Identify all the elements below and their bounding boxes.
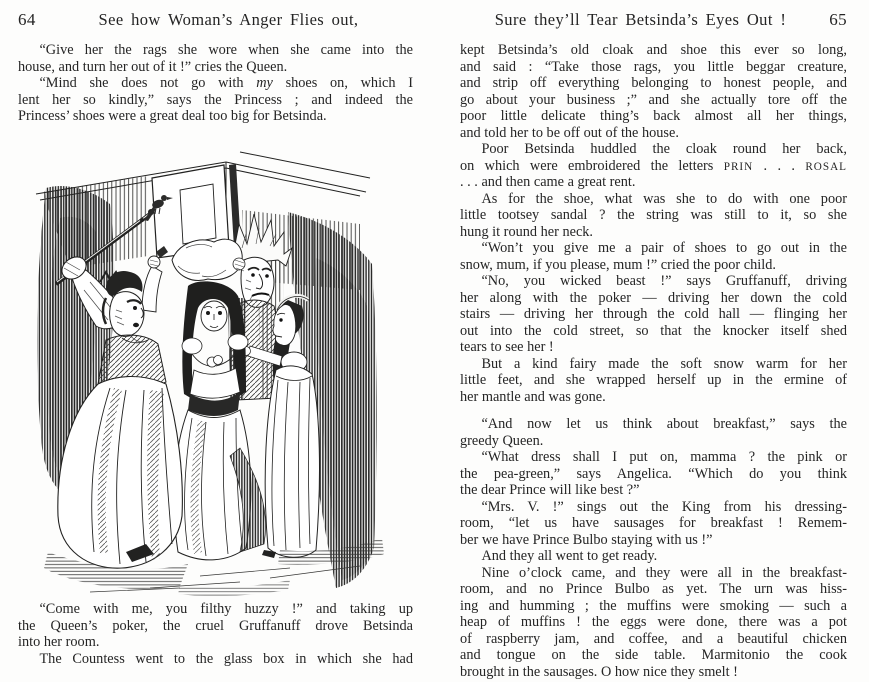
text-line: and said : “Take those rags, you little beggar creature,	[460, 58, 847, 75]
right-page-number: 65	[829, 10, 847, 29]
text-line: little tootsey sandal ? the string was still to it, so she	[460, 207, 847, 223]
paragraph	[18, 75, 413, 125]
text-line: house, and turn her out of it !” cries the Queen.	[18, 58, 288, 75]
right-column-text	[460, 42, 847, 680]
text-line: the pea-green,” says Angelica. “Which do you think	[460, 465, 847, 482]
text-line: And they all went to get ready.	[481, 548, 658, 564]
paragraph	[460, 240, 847, 273]
text-line: stairs — driving her through the cold hall — flinging her	[460, 306, 847, 322]
text-line: of raspberry jam, and coffee, and a beautiful chicken	[460, 630, 847, 647]
paragraph	[18, 601, 413, 651]
text-line: “Give her the rags she wore when she came into the	[39, 42, 413, 58]
paragraph	[460, 565, 847, 681]
paragraph	[460, 548, 847, 565]
paragraph	[18, 42, 413, 75]
text-line: greedy Queen.	[460, 432, 544, 449]
text-line: room, and no Prince Bulbo as yet. The urn was hiss-	[460, 581, 847, 597]
text-line: “No, you wicked beast !” says Gruffanuff, driving	[481, 273, 847, 289]
text-line: into her room.	[18, 634, 100, 650]
text-line: the dear Prince will like best ?”	[460, 482, 640, 498]
text-line: heap of muffins ! the eggs were done, there was a pot	[460, 614, 847, 630]
text-line: ber we have Prince Bulbo staying with us !”	[460, 531, 713, 548]
text-line: ing and humming ; the muffins were smoking — such a	[460, 597, 847, 614]
text-line: her mantle and was gone.	[460, 388, 606, 405]
text-line: Poor Betsinda huddled the cloak round her back,	[481, 141, 847, 157]
left-page-number: 64	[18, 10, 36, 29]
paragraph	[460, 499, 847, 549]
text-line: on which were embroidered the letters PRIN . . . ROSAL	[460, 157, 847, 174]
text-line: tears to see her !	[460, 339, 554, 355]
text-line: “What dress shall I put on, mamma ? the pink or	[481, 449, 847, 465]
text-line: . . . and then came a great rent.	[460, 174, 636, 190]
text-line: “Won’t you give me a pair of shoes to go out in the	[481, 240, 847, 256]
text-line: “And now let us think about breakfast,” says the	[481, 416, 847, 432]
text-line: brought in the sausages. O how nice they smelt !	[460, 663, 738, 680]
text-line: “Mrs. V. !” sings out the King from his dressing-	[481, 498, 847, 515]
text-line: lent her so kindly,” says the Princess ; and indeed the	[18, 91, 413, 108]
left-column-bottom-text	[18, 601, 413, 667]
text-line: out into the cold street, so that the knocker itself shed	[460, 322, 847, 339]
text-line: little feet, and she wrapped herself up in the ermine of	[460, 372, 847, 388]
paragraph	[460, 191, 847, 241]
text-line: hung it round her neck.	[460, 223, 594, 240]
paragraph	[460, 42, 847, 141]
text-line: poor little delicate thing’s back almost all her things,	[460, 108, 847, 124]
paragraph	[460, 449, 847, 499]
paragraph	[460, 356, 847, 406]
text-line: room, “let us have sausages for breakfast ! Remem-	[460, 515, 847, 531]
text-line: But a kind fairy made the soft snow warm for her	[481, 355, 847, 372]
right-running-head	[460, 10, 847, 30]
text-line: the Queen’s poker, the cruel Gruffanuff drove Betsinda	[18, 617, 413, 634]
text-line: “Come with me, you filthy huzzy !” and taking up	[39, 601, 413, 617]
text-line: her along with the poker — driving her down the cold	[460, 289, 847, 306]
text-line: and tongue on the side table. Marmitonio the cook	[460, 647, 847, 663]
paragraph	[460, 141, 847, 191]
illustration	[30, 148, 402, 600]
right-running-title: Sure they’ll Tear Betsinda’s Eyes Out !	[494, 10, 787, 29]
left-page	[18, 0, 413, 682]
text-line: go about your business ;” and she actually tore off the	[460, 91, 847, 108]
text-line: Princess’ shoes were a great deal too big for Betsinda.	[18, 108, 327, 124]
text-line: snow, mum, if you please, mum !” cried the poor child.	[460, 256, 776, 273]
text-line: kept Betsinda’s old cloak and shoe this ever so long,	[460, 42, 847, 58]
left-column-top-text	[18, 42, 413, 125]
text-line: “Mind she does not go with my shoes on, which I	[39, 75, 414, 91]
paragraph	[460, 273, 847, 356]
paragraph	[18, 651, 413, 668]
left-running-title: See how Woman’s Anger Flies out,	[98, 10, 359, 29]
right-page	[460, 0, 847, 682]
text-line: Nine o’clock came, and they were all in the breakfast-	[481, 564, 847, 581]
text-line: and told her to be off out of the house.	[460, 124, 679, 141]
text-line: and strip off everything belonging to honest people, and	[460, 75, 847, 91]
text-line: As for the shoe, what was she to do with one poor	[481, 190, 847, 207]
paragraph	[460, 416, 847, 449]
text-line: The Countess went to the glass box in which she had	[39, 650, 413, 667]
left-running-head	[18, 10, 413, 30]
